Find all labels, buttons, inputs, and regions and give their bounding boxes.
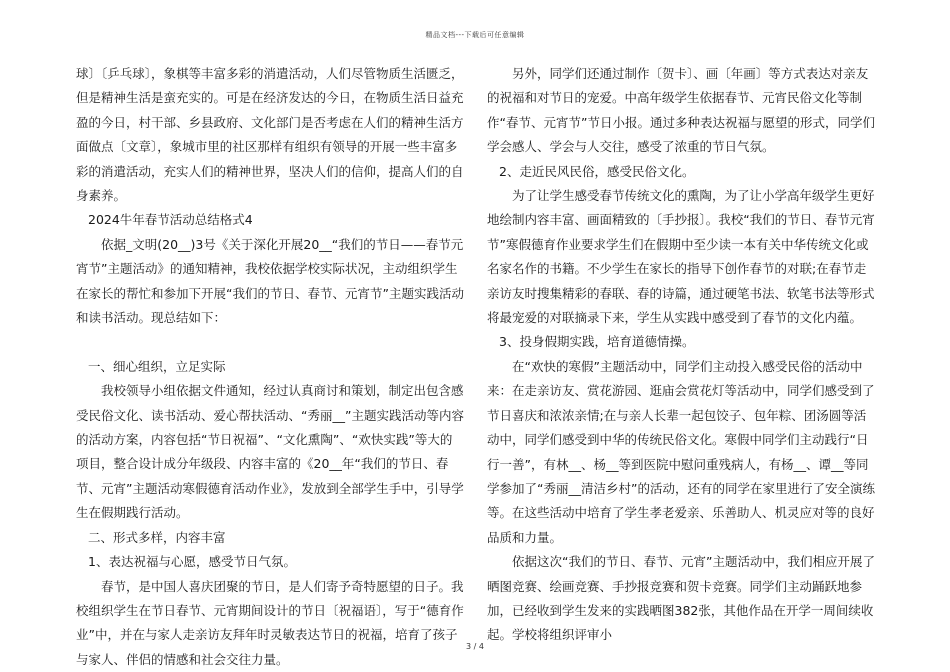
paragraph-cards: 另外，同学们还通过制作〔贺卡〕、画〔年画〕等方式表达对亲友的祝福和对节日的宠爱。中高年级学生依据春节、元宵民俗文化等制作“春节、元宵节”节日小报。通过多种表达祝福与愿望的形式，同学们学会感人、学会与人交往，感受了浓重的节日气氛。 <box>487 66 875 155</box>
paragraph-customs: 为了让学生感受春节传统文化的熏陶，为了让小学高年级学生更好地绘制内容丰富、画面精致的〔手抄报〕。我校“我们的节日、春节元宵节”寒假德育作业要求学生们在假期中至少读一本有关中华传统文化或名家名作的书籍。不少学生在家长的指导下创作春节的对联;在春节走亲访友时搜集精彩的春联、春的诗篇，通过硬笔书法、软笔书法等形式将最宠爱的对联摘录下来，学生从实践中感受到了春节的文化内蕴。 <box>487 188 875 326</box>
right-column <box>487 62 875 648</box>
heading-forms: 二、形式多样，内容丰富 <box>88 529 226 545</box>
heading-organize: 一、细心组织，立足实际 <box>88 358 226 374</box>
paragraph-intro: 依据_文明(20__)3号《关于深化开展20__“我们的节日——春节元宵节”主题活动》的通知精神，我校依据学校实际状况，主动组织学生在家长的帮忙和参加下开展“我们的节日、春节、元宵节”主题实践活动和读书活动。现总结如下： <box>76 236 464 326</box>
subheading-customs: 2、走近民风民俗，感受民俗文化。 <box>499 163 695 179</box>
page-header: 精品文档---下载后可任意编辑 <box>425 31 525 39</box>
paragraph-continuation: 球〕〔乒乓球〕，象棋等丰富多彩的消遣活动，人们尽管物质生活匮乏，但是精神生活是蛮充实的。可是在经济发达的今日，在物质生活日益充盈的今日，村干部、乡县政府、文化部门是否考虑在人们的精神生活方面做点〔文章〕，象城市里的社区那样有组织有领导的开展一些丰富多彩的消遣活动，充实人们的精神世界，坚决人们的信仰，提高人们的自身素养。 <box>76 66 464 204</box>
paragraph-practice: 在“欢快的寒假”主题活动中，同学们主动投入感受民俗的活动中来：在走亲访友、赏花游园、逛庙会赏花灯等活动中，同学们感受到了节日喜庆和浓浓亲情;在与亲人长辈一起包饺子、包年粽、团汤圆等活动中，同学们感受到中华的传统民俗文化。寒假中同学们主动践行“日行一善”，有林__、杨__等到医院中慰问重残病人，有杨__、谭__等同学参加了“秀丽__清洁乡村”的活动，还有的同学在家里进行了安全演练等。在这些活动中培育了学生孝老爱亲、乐善助人、机灵应对等的良好品质和力量。 <box>487 358 875 545</box>
paragraph-competitions: 依据这次“我们的节日、春节、元宵”主题活动中，我们相应开展了晒图竞赛、绘画竞赛、手抄报竞赛和贺卡竞赛。同学们主动踊跃地参加，已经收到学生发来的实践晒图382张，其他作品在开学一周间续收起。学校将组织评审小 <box>487 554 875 643</box>
subheading-wishes: 1、表达祝福与心愿，感受节日气氛。 <box>88 554 296 570</box>
paragraph-spring-festival: 春节，是中国人喜庆团聚的节日，是人们寄予奇特愿望的日子。我校组织学生在节日春节、元宵期间设计的节日〔祝福语〕，写于“德育作业”中，并在与家人走亲访友拜年时灵敏表达节日的祝福，培育了孩子与家人、伴侣的情感和社会交往力量。 <box>76 578 464 667</box>
subheading-practice: 3、投身假期实践，培育道德情操。 <box>499 334 695 350</box>
page-number: 3 / 4 <box>466 642 484 651</box>
left-column <box>76 62 464 672</box>
paragraph-organize: 我校领导小组依据文件通知，经过认真商讨和策划，制定出包含感受民俗文化、读书活动、爱心帮扶活动、“秀丽__”主题实践活动等内容的活动方案，内容包括“节日祝福”、“文化熏陶”、“欢快实践”等大的项目，整合设计成分年级段、内容丰富的《20__年“我们的节日、春节、元宵”主题活动寒假德育活动作业》，发放到全部学生手中，引导学生在假期践行活动。 <box>76 383 464 521</box>
spacer <box>76 330 464 354</box>
section-title: 2024牛年春节活动总结格式4 <box>88 212 253 228</box>
